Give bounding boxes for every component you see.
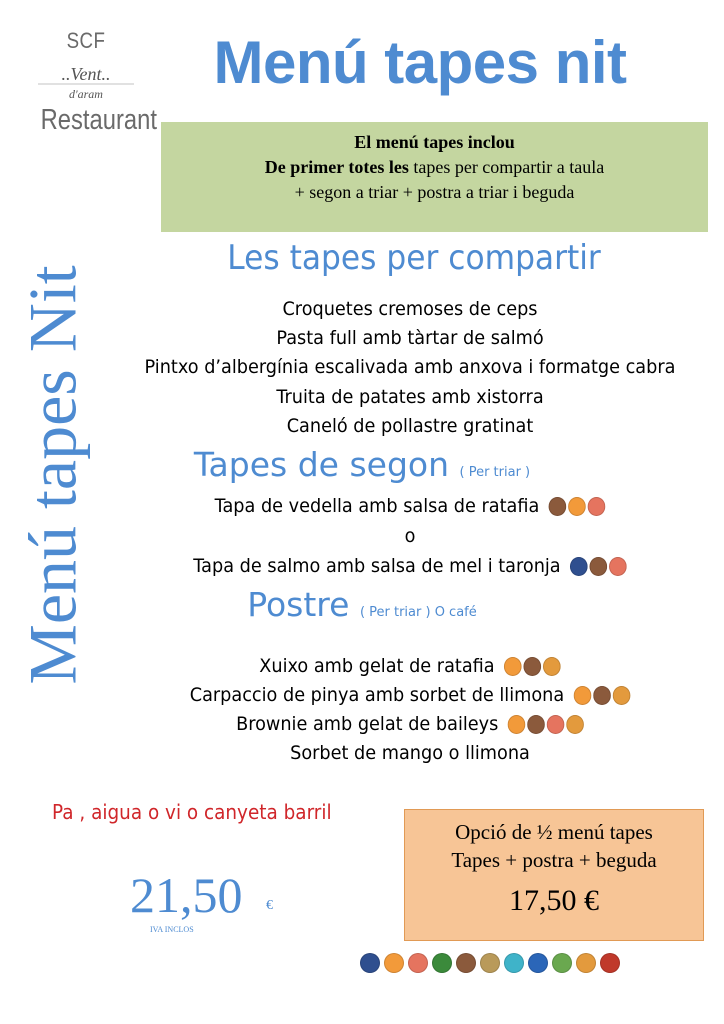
page-title: Menú tapes nit [213, 29, 627, 96]
logo-scf-text: SCF [66, 28, 106, 53]
shellfish-allergen-icon [504, 953, 524, 973]
price-currency: € [266, 898, 273, 913]
nut-allergen-icon [547, 715, 565, 734]
tapa-item: Truita de patates amb xistorra [276, 386, 544, 408]
postre-item: Carpaccio de pinya amb sorbet de llimona [122, 684, 699, 706]
gluten-allergen-icon [613, 686, 631, 705]
segon-note: ( Per triar ) [459, 465, 531, 480]
sesame-allergen-icon [480, 953, 500, 973]
intro-line-3: + segon a triar + postra a triar i beguda [294, 182, 575, 202]
intro-box [161, 122, 708, 232]
tapa-item: Pasta full amb tàrtar de salmó [276, 327, 544, 349]
crustacean-allergen-icon [528, 953, 548, 973]
fish-allergen-icon [570, 557, 588, 576]
postre-item: Sorbet de mango o llimona [290, 742, 530, 764]
milk-allergen-icon [456, 953, 476, 973]
celery-allergen-icon [432, 953, 452, 973]
postre-note: ( Per triar ) O café [359, 605, 477, 620]
half-menu-price: 17,50 € [509, 884, 599, 917]
milk-allergen-icon [590, 557, 608, 576]
milk-allergen-icon [523, 657, 541, 676]
half-menu-box [404, 809, 704, 941]
svg-text:..Vent..: ..Vent.. [61, 64, 111, 84]
mustard-allergen-icon [552, 953, 572, 973]
intro-line-2: De primer totes les tapes per compartir a taula [264, 157, 605, 177]
milk-allergen-icon [527, 715, 545, 734]
gluten-allergen-icon [543, 657, 561, 676]
tapa-item: Pintxo d’albergínia escalivada amb anxova i formatge cabra [144, 356, 676, 378]
intro-line-1: El menú tapes inclou [354, 132, 515, 152]
logo-script-mark [36, 58, 136, 108]
milk-allergen-icon [549, 497, 567, 516]
tapa-item: Croquetes cremoses de ceps [282, 298, 538, 320]
segon-separator: o [404, 525, 416, 547]
section-heading-postre: Postre ( Per triar ) O café [247, 585, 477, 624]
fish-allergen-icon [360, 953, 380, 973]
allergen-icons [574, 686, 631, 705]
side-title: Menú tapes Nit [14, 265, 91, 685]
nut-allergen-icon [408, 953, 428, 973]
milk-allergen-icon [593, 686, 611, 705]
egg-allergen-icon [568, 497, 586, 516]
egg-allergen-icon [384, 953, 404, 973]
drinks-line: Pa , aigua o vi o canyeta barril [52, 800, 332, 824]
allergen-icons [504, 657, 561, 676]
allergen-legend [360, 953, 690, 977]
allergen-icons [549, 497, 606, 516]
menu-price: 21,50 [130, 867, 243, 923]
gluten-allergen-icon [566, 715, 584, 734]
postre-item: Brownie amb gelat de baileys [122, 713, 699, 735]
price-vat-note: IVA INCLOS [150, 925, 194, 934]
sulphite-allergen-icon [600, 953, 620, 973]
egg-allergen-icon [574, 686, 592, 705]
egg-allergen-icon [508, 715, 526, 734]
allergen-icons [570, 557, 627, 576]
segon-item: Tapa de vedella amb salsa de ratafia [122, 495, 699, 517]
logo-restaurant-text: Restaurant [40, 104, 157, 136]
nut-allergen-icon [609, 557, 627, 576]
restaurant-logo [30, 28, 157, 138]
svg-text:d'aram: d'aram [69, 87, 103, 101]
postre-item: Xuixo amb gelat de ratafia [122, 655, 699, 677]
section-heading-tapes: Les tapes per compartir [227, 238, 601, 278]
segon-item: Tapa de salmo amb salsa de mel i taronja [122, 555, 699, 577]
allergen-icons [508, 715, 584, 734]
nut-allergen-icon [588, 497, 606, 516]
gluten-allergen-icon [576, 953, 596, 973]
section-heading-segon: Tapes de segon ( Per triar ) [193, 445, 531, 484]
half-menu-contents: Tapes + postra + beguda [451, 848, 657, 872]
half-menu-title: Opció de ½ menú tapes [455, 820, 653, 844]
egg-allergen-icon [504, 657, 522, 676]
tapa-item: Caneló de pollastre gratinat [286, 415, 534, 437]
